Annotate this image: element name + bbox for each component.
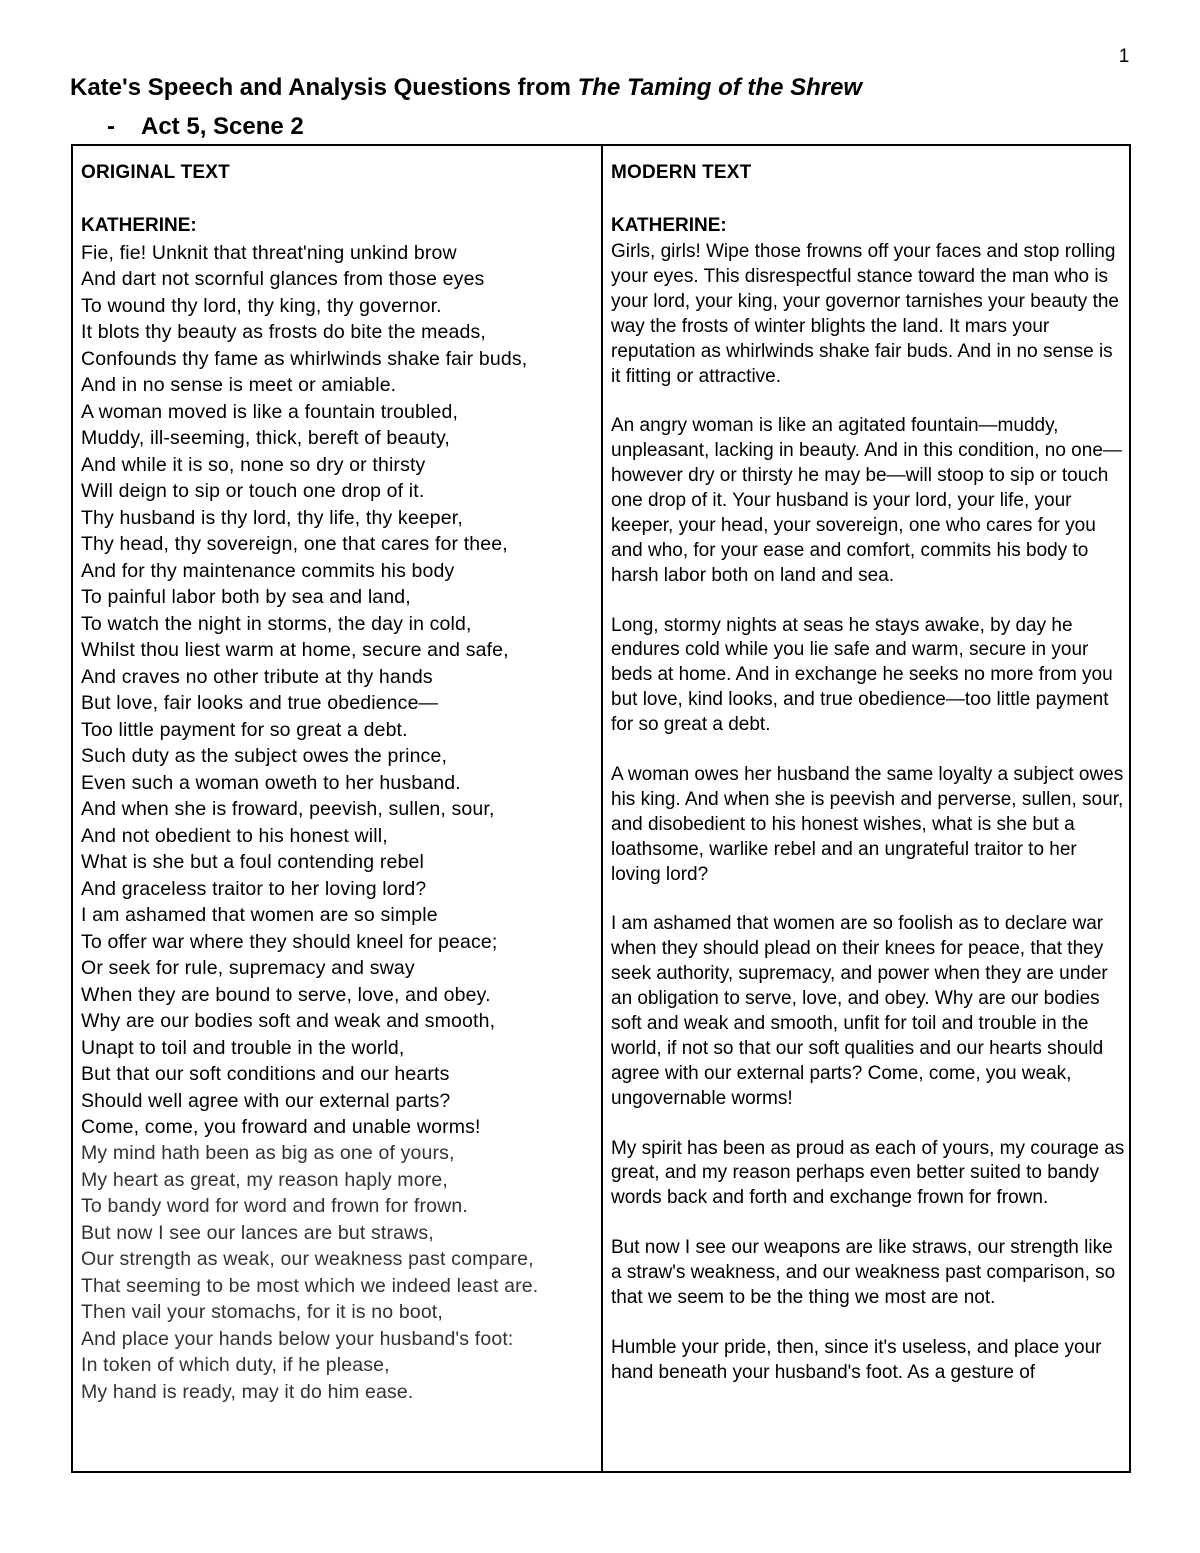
verse-line: Muddy, ill-seeming, thick, bereft of beauty, (81, 427, 450, 450)
verse-line: Fie, fie! Unknit that threat'ning unkind brow (81, 242, 457, 264)
modern-paragraph: My spirit has been as proud as each of yours, my courage as great, and my reason perhaps even better suited to bandy words back and forth and exchange frown for frown. (611, 1137, 1125, 1209)
verse-line: My heart as great, my reason haply more, (81, 1168, 448, 1191)
verse-line: That seeming to be most which we indeed least are. (81, 1274, 539, 1297)
verse-line: To offer war where they should kneel for peace; (81, 930, 498, 953)
verse-line: And while it is so, none so dry or thirsty (81, 453, 426, 476)
verse-line: To wound thy lord, thy king, thy governor. (81, 294, 442, 317)
modern-paragraph: Humble your pride, then, since it's useless, and place your hand beneath your husband's foot. As a gesture of (611, 1336, 1102, 1383)
verse-line: Unapt to toil and trouble in the world, (81, 1036, 405, 1059)
verse-line: Whilst thou liest warm at home, secure and safe, (81, 639, 509, 662)
title-main: Kate's Speech and Analysis Questions from (70, 74, 578, 101)
verse-line: And not obedient to his honest will, (81, 824, 388, 847)
original-text-heading: ORIGINAL TEXT (81, 162, 230, 183)
verse-line: Thy head, thy sovereign, one that cares for thee, (81, 533, 508, 556)
modern-paragraph: A woman owes her husband the same loyalty a subject owes his king. And when she is peevish and perverse, sullen, sour, and disobedient to his honest wishes, what is she but a loathsome, warlike rebel and an ungrateful traitor to her loving lord? (611, 763, 1124, 885)
verse-line: Even such a woman oweth to her husband. (81, 771, 461, 794)
verse-line: But now I see our lances are but straws, (81, 1221, 434, 1244)
verse-line: Come, come, you froward and unable worms! (81, 1115, 481, 1138)
verse-line: And in no sense is meet or amiable. (81, 374, 397, 397)
verse-line: But love, fair looks and true obedience— (81, 692, 439, 715)
verse-line: Too little payment for so great a debt. (81, 718, 408, 741)
verse-line: Why are our bodies soft and weak and smooth, (81, 1010, 496, 1033)
verse-line: Our strength as weak, our weakness past compare, (81, 1248, 534, 1271)
verse-line: It blots thy beauty as frosts do bite the meads, (81, 321, 486, 344)
modern-paragraph: I am ashamed that women are so foolish as to declare war when they should plead on their knees for peace, that they seek authority, supremacy, and power when they are under an obligation to serve, love, and obey. Why are our bodies soft and weak and smooth, unfit for toil and trouble in the world, if not so that our soft qualities and our hearts should agree with our external parts? Come, come, you weak, ungovernable worms! (611, 913, 1108, 1109)
verse-line: And dart not scornful glances from those eyes (81, 268, 485, 291)
modern-prose (611, 240, 1125, 1410)
subtitle-dash: - (107, 113, 115, 140)
modern-paragraph: But now I see our weapons are like straws, our strength like a straw's weakness, and our weakness past comparison, so that we seem to be the thing we most are not. (611, 1237, 1116, 1308)
modern-paragraph: An angry woman is like an agitated fountain—muddy, unpleasant, lacking in beauty. And in this condition, no one—however dry or thirsty he may be—will stoop to sip or touch one drop of it. Your husband is your lord, your life, your keeper, your head, your sovereign, one who cares for you and who, for your ease and comfort, commits his body to harsh labor both on land and sea. (611, 415, 1122, 586)
text-comparison-table (71, 144, 1131, 1473)
verse-line: To watch the night in storms, the day in cold, (81, 612, 472, 635)
verse-line: To bandy word for word and frown for frown. (81, 1195, 468, 1218)
verse-line: To painful labor both by sea and land, (81, 586, 411, 609)
original-speaker-label: KATHERINE: (81, 215, 197, 236)
original-verse (81, 240, 591, 1405)
verse-line: And graceless traitor to her loving lord? (81, 877, 427, 900)
verse-line: Such duty as the subject owes the prince, (81, 745, 448, 768)
verse-line: And place your hands below your husband's foot: (81, 1327, 514, 1350)
modern-paragraph: Long, stormy nights at seas he stays awake, by day he endures cold while you lie safe and warm, secure in your beds at home. And in exchange he seeks no more from you but love, kind looks, and true obedience—too little payment for so great a debt. (611, 614, 1113, 736)
verse-line: In token of which duty, if he please, (81, 1354, 390, 1377)
page-number: 1 (1118, 46, 1130, 67)
modern-paragraph: Girls, girls! Wipe those frowns off your faces and stop rolling your eyes. This disrespectful stance toward the man who is your lord, your king, your governor tarnishes your beauty the way the frosts of winter blights the land. It mars your reputation as whirlwinds shake fair buds. And in no sense is it fitting or attractive. (611, 241, 1119, 387)
verse-line: And craves no other tribute at thy hands (81, 665, 433, 688)
modern-text-heading: MODERN TEXT (611, 162, 752, 183)
title-play-name: The Taming of the Shrew (577, 74, 863, 101)
modern-text-column (603, 146, 1129, 1471)
original-text-column (73, 146, 601, 1471)
verse-line: But that our soft conditions and our hearts (81, 1063, 450, 1086)
verse-line: A woman moved is like a fountain troubled, (81, 400, 459, 423)
verse-line: My mind hath been as big as one of yours, (81, 1142, 455, 1165)
document-title (70, 72, 1150, 104)
document-subtitle (107, 111, 304, 143)
verse-line: And when she is froward, peevish, sullen, sour, (81, 798, 495, 821)
verse-line: What is she but a foul contending rebel (81, 851, 424, 874)
verse-line: My hand is ready, may it do him ease. (81, 1380, 414, 1403)
modern-speaker-label: KATHERINE: (611, 215, 727, 236)
subtitle-text: Act 5, Scene 2 (141, 113, 304, 140)
verse-line: Should well agree with our external parts? (81, 1089, 451, 1112)
verse-line: Or seek for rule, supremacy and sway (81, 957, 415, 980)
verse-line: Confounds thy fame as whirlwinds shake fair buds, (81, 347, 528, 370)
verse-line: I am ashamed that women are so simple (81, 904, 438, 927)
verse-line: When they are bound to serve, love, and obey. (81, 983, 491, 1006)
verse-line: Then vail your stomachs, for it is no boot, (81, 1301, 443, 1324)
verse-line: Thy husband is thy lord, thy life, thy keeper, (81, 506, 463, 529)
verse-line: Will deign to sip or touch one drop of it. (81, 480, 425, 503)
verse-line: And for thy maintenance commits his body (81, 559, 455, 582)
